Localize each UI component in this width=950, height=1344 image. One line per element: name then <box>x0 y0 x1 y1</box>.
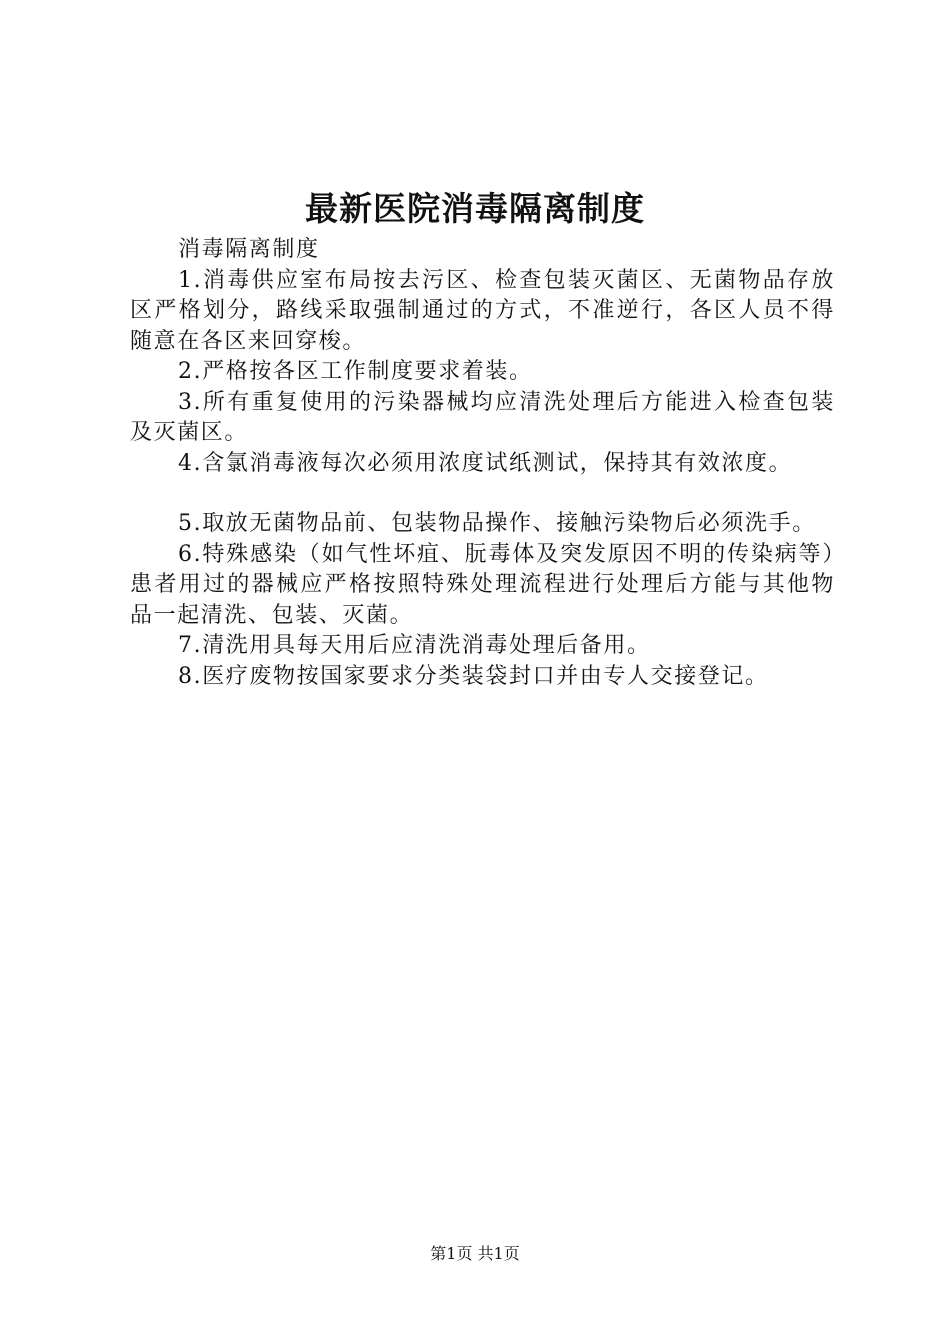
rule-item-6: 6.特殊感染（如气性坏疽、朊毒体及突发原因不明的传染病等）患者用过的器械应严格按照特殊处理流程进行处理后方能与其他物品一起清洗、包装、灭菌。 <box>130 541 835 628</box>
rule-item-7: 7.清洗用具每天用后应清洗消毒处理后备用。 <box>178 633 651 658</box>
rule-item-5: 5.取放无菌物品前、包装物品操作、接触污染物后必须洗手。 <box>178 511 816 536</box>
section-heading: 消毒隔离制度 <box>178 237 320 262</box>
rule-item-1: 1.消毒供应室布局按去污区、检查包装灭菌区、无菌物品存放区严格划分，路线采取强制通过的方式，不准逆行，各区人员不得随意在各区来回穿梭。 <box>130 267 835 354</box>
document-title: 最新医院消毒隔离制度 <box>305 189 645 228</box>
page-footer: 第1页 共1页 <box>430 1244 520 1263</box>
rule-item-4: 4.含氯消毒液每次必须用浓度试纸测试，保持其有效浓度。 <box>178 450 793 476</box>
rule-item-3: 3.所有重复使用的污染器械均应清洗处理后方能进入检查包装及灭菌区。 <box>130 389 835 445</box>
rule-item-8: 8.医疗废物按国家要求分类装袋封口并由专人交接登记。 <box>178 663 769 689</box>
rule-item-2: 2.严格按各区工作制度要求着装。 <box>178 359 533 384</box>
document-body <box>130 235 835 692</box>
